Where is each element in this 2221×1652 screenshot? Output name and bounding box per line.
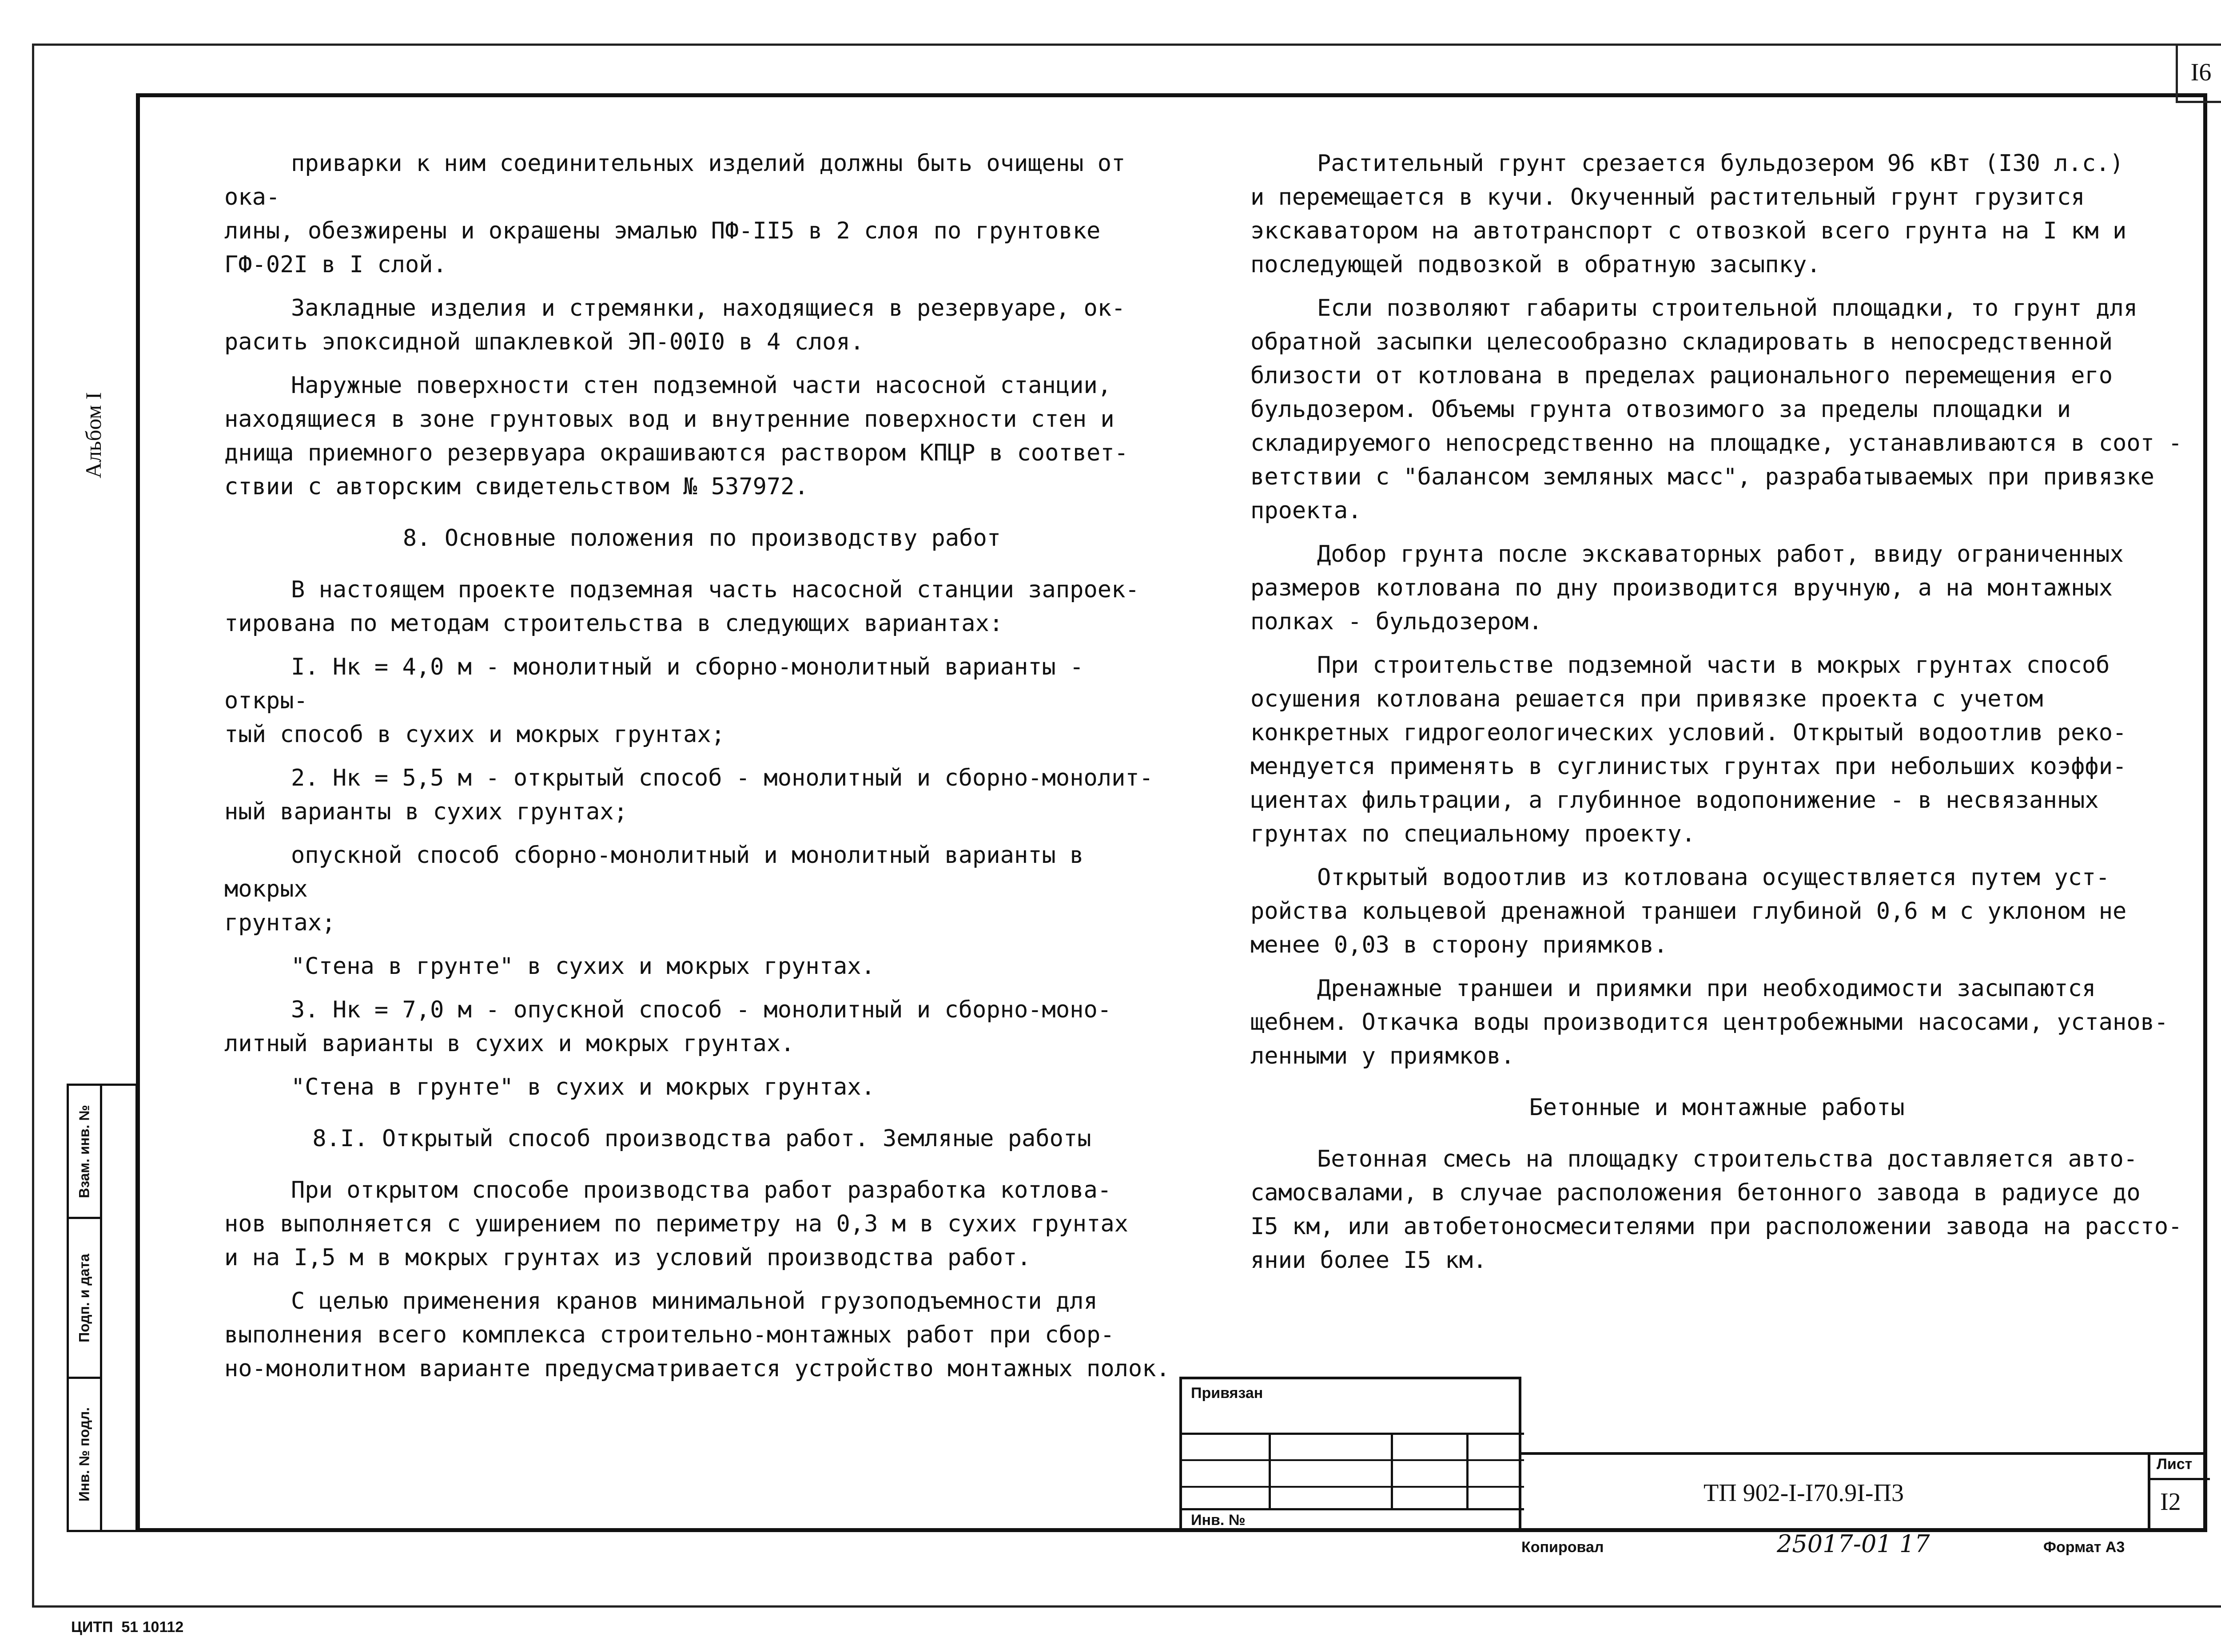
kopiroval-label: Копировал	[1521, 1539, 1604, 1556]
paragraph: Открытый водоотлив из котлована осуществляется путем уст- ройства кольцевой дренажной траншеи глубиной 0,6 м с уклоном не менее 0,03 в сторону приямков.	[1250, 864, 2127, 958]
stamp-cell-podp: Подп. и дата	[69, 1219, 100, 1379]
paragraph: "Стена в грунте" в сухих и мокрых грунтах.	[291, 1074, 875, 1100]
paragraph: Растительный грунт срезается бульдозером 96 кВт (I30 л.с.) и перемещается в кучи. Окученный растительный грунт грузится экскаватором на автотранспорт с отвозкой всего грунта на I км и последующей подвозкой в обратную засыпку.	[1250, 150, 2127, 278]
album-label: Альбом I	[81, 392, 106, 479]
stamp-label-column	[69, 1086, 102, 1530]
format-label: Формат А3	[2043, 1539, 2125, 1556]
section-heading: 8.I. Открытый способ производства работ. Земляные работы	[312, 1125, 1091, 1152]
paragraph: опускной способ сборно-монолитный и монолитный варианты в мокрых грунтах;	[224, 842, 1084, 936]
handwritten-number: 25017-01 17	[1777, 1530, 1930, 1558]
list-box	[2148, 1452, 2207, 1532]
paragraph: Бетонная смесь на площадку строительства доставляется авто- самосвалами, в случае расположения бетонного завода в радиусе до I5 км, или автобетоносмесителями при расположении завода на рассто- янии более I5 км.	[1250, 1146, 2182, 1274]
list-label: Лист	[2157, 1456, 2193, 1473]
section-heading: 8. Основные положения по производству работ	[402, 525, 1001, 552]
list-number: I2	[2160, 1488, 2181, 1516]
document-code: ТП 902-I-I70.9I-П3	[1704, 1479, 1904, 1507]
paragraph: "Стена в грунте" в сухих и мокрых грунтах.	[291, 953, 875, 980]
paragraph: В настоящем проекте подземная часть насосной станции запроек- тирована по методам строительства в следующих вариантах:	[224, 576, 1139, 637]
footer-code: ЦИТП 51 10112	[71, 1619, 184, 1636]
title-block	[1179, 1377, 2207, 1532]
section-heading: Бетонные и монтажные работы	[1529, 1094, 1905, 1121]
paragraph: При строительстве подземной части в мокрых грунтах способ осушения котлована решается при привязке проекта с учетом конкретных гидрогеологических условий. Открытый водоотлив реко- мендуется применять в суглинистых грунтах при небольших коэффи- циентах фильтрации, а глубинное водопонижение - в несвязанных грунтах по специальному проекту.	[1250, 652, 2127, 847]
paragraph: С целью применения кранов минимальной грузоподъемности для выполнения всего комплекса строительно-монтажных работ при сбор- но-монолитном варианте предусматривается устройство монтажных полок.	[224, 1288, 1170, 1382]
privyazan-label: Привязан	[1191, 1385, 1263, 1402]
paragraph: Если позволяют габариты строительной площадки, то грунт для обратной засыпки целесообразно складировать в непосредственной близости от котлована в пределах рационального перемещения его бульдозером. Объемы грунта отвозимого за пределы площадки и складируемого непосредственно на площадке, устанавливаются в соот - ветствии с "балансом земляных масс", разрабатываемых при привязке проекта.	[1250, 295, 2182, 524]
privyazan-table	[1179, 1377, 1521, 1532]
paragraph: приварки к ним соединительных изделий должны быть очищены от ока- лины, обезжирены и окрашены эмалью ПФ-II5 в 2 слоя по грунтовке ГФ-02I в I слой.	[224, 150, 1126, 278]
paragraph: Добор грунта после экскаваторных работ, ввиду ограниченных размеров котлована по дну производится вручную, а на монтажных полках - бульдозером.	[1250, 541, 2124, 635]
top-sheet-number: I6	[2176, 44, 2221, 103]
left-text-column	[224, 147, 1179, 1395]
inv-no-label: Инв. №	[1191, 1512, 1246, 1529]
paragraph: Дренажные траншеи и приямки при необходимости засыпаются щебнем. Откачка воды производится центробежными насосами, установ- ленными у приямков.	[1250, 975, 2169, 1069]
stamp-cell-inv: Инв. № подл.	[76, 1407, 92, 1502]
paragraph: Закладные изделия и стремянки, находящиеся в резервуаре, ок- расить эпоксидной шпаклевкой ЭП-00I0 в 4 слоя.	[224, 295, 1126, 355]
side-stamp	[67, 1084, 138, 1532]
paragraph: При открытом способе производства работ разработка котлова- нов выполняется с уширением по периметру на 0,3 м в сухих грунтах и на I,5 м в мокрых грунтах из условий производства работ.	[224, 1177, 1128, 1271]
paragraph: I. Нк = 4,0 м - монолитный и сборно-монолитный варианты - откры- тый способ в сухих и мокрых грунтах;	[224, 654, 1084, 748]
paragraph: Наружные поверхности стен подземной части насосной станции, находящиеся в зоне грунтовых вод и внутренние поверхности стен и днища приемного резервуара окрашиваются раствором КПЦР в соответ- ствии с авторским свидетельством № 537972.	[224, 372, 1128, 500]
paragraph: 3. Нк = 7,0 м - опускной способ - монолитный и сборно-моно- литный варианты в сухих и мокрых грунтах.	[224, 997, 1112, 1057]
right-text-column	[1250, 147, 2183, 1287]
paragraph: 2. Нк = 5,5 м - открытый способ - монолитный и сборно-монолит- ный варианты в сухих грунтах;	[224, 765, 1154, 825]
stamp-cell-vzam: Взам. инв. №	[69, 1086, 100, 1219]
